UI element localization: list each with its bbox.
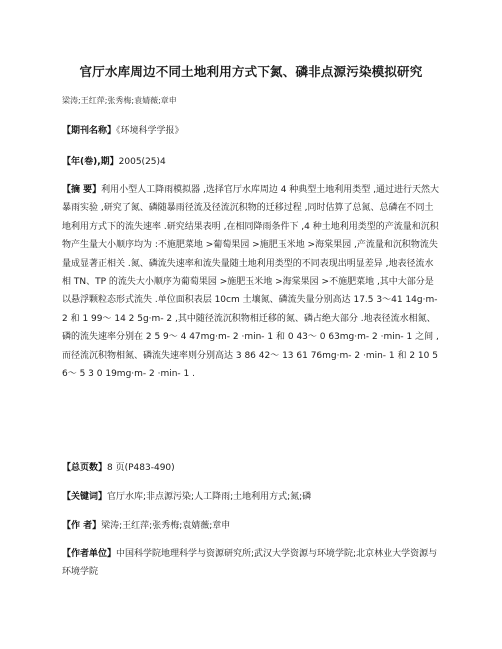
paper-title: 官厅水库周边不同土地利用方式下氮、磷非点源污染模拟研究: [79, 64, 423, 79]
pages-label: 【总页数】: [62, 463, 108, 473]
year-label: 【年(卷),期】: [62, 157, 119, 167]
journal-field: [62, 122, 440, 140]
affiliation-value: 中国科学院地理科学与资源研究所;武汉大学资源与环境学院;北京林业大学资源与环境学院: [62, 549, 438, 578]
keywords-field: [62, 488, 440, 506]
year-volume-issue-field: [62, 153, 440, 171]
abstract-text: 利用小型人工降雨模拟器 ,选择官厅水库周边 4 种典型土地利用类型 ,通过进行天然大暴雨实验 ,研究了氮、磷随暴雨径流及径流沉积物的迁移过程 ,同时估算了总氮、总磷在不同土地利用方式下的流失速率 .研究结果表明 ,在相同降雨条件下 ,4 种土地利用类型的产流量和沉积物产生量大小顺序均为 :不施肥菜地 >葡萄果园 >施肥玉米地 >海棠果园 ,产流量和沉积物流失量成显著正相关 .氮、磷流失速率和流失量随土地利用类型的不同表现出明显差异 ,地表径流水相 TN、TP 的流失大小顺序为葡萄果园 >施肥玉米地 >海棠果园 >不施肥菜地 ,其中大部分是以悬浮颗粒态形式流失 .单位面积表层 10cm 土壤氮、磷流失量分别高达 17.5 3～41 14g·m- 2 和 1 99～ 14 2 5g·m- 2 ,其中随径流沉积物相迁移的氮、磷占绝大部分 .地表径流水相氮、磷的流失速率分别在 2 5 9～ 4 47mg·m- 2 ·min- 1 和 0 43～ 0 63mg·m- 2 ·min- 1 之间 ,而径流沉积物相氮、磷流失速率则分别高达 3 86 42～ 13 61 76mg·m- 2 ·min- 1 和 2 10 5 6～ 5 3 0 19mg·m- 2 ·min- 1 .: [62, 185, 440, 380]
affiliation-label: 【作者单位】: [62, 549, 117, 559]
author-affiliation-field: [62, 545, 440, 582]
author-line: 梁涛;王红萍;张秀梅;袁婧薇;章申: [62, 96, 177, 105]
abstract-field: [62, 181, 440, 383]
keywords-value: 官厅水库;非点源污染;人工降雨;土地利用方式;氮;磷: [107, 492, 312, 502]
abstract-label: 【摘 要】: [62, 185, 102, 195]
authors-label: 【作 者】: [62, 521, 102, 531]
authors-field: [62, 517, 440, 535]
keywords-label: 【关键词】: [62, 492, 108, 502]
authors-value: 梁涛;王红萍;张秀梅;袁婧薇;章申: [101, 521, 231, 531]
journal-label: 【期刊名称】: [62, 126, 117, 136]
page-count-field: [62, 459, 440, 477]
journal-value: 《环境科学学报》: [116, 126, 184, 136]
year-value: 2005(25)4: [118, 157, 166, 167]
pages-value: 8 页(P483-490): [107, 463, 175, 473]
